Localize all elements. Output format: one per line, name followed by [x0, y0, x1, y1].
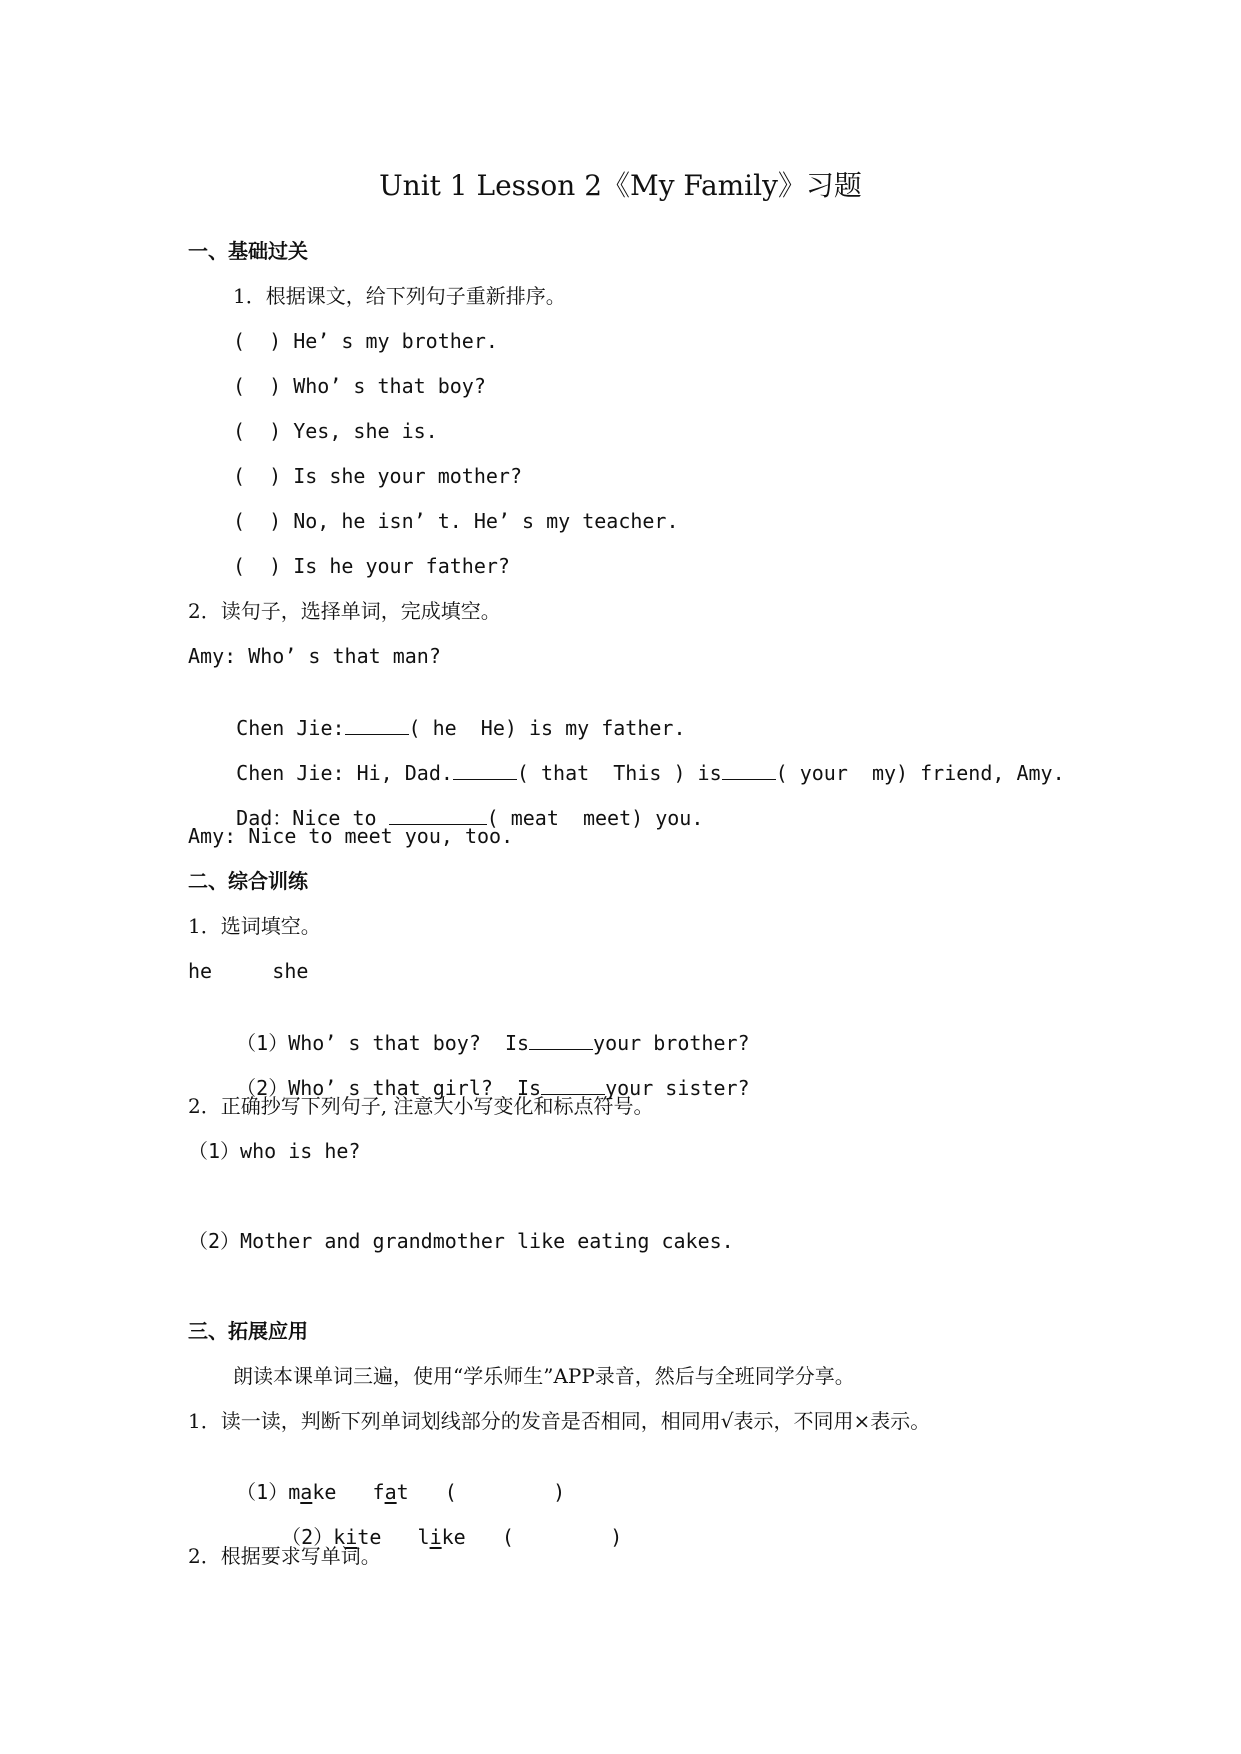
ordering-item: ( ) No, he isn’ t. He’ s my teacher. — [233, 509, 679, 533]
intro-text: 朗读本课单词三遍，使用“学乐师生”APP录音，然后与全班同学分享。 — [233, 1364, 855, 1388]
question-prompt: 2．读句子，选择单词，完成填空。 — [188, 599, 501, 623]
copy-item: （2）Mother and grandmother like eating cakes. — [188, 1229, 734, 1253]
fill-blank[interactable] — [453, 759, 517, 780]
item-number: （2） — [281, 1525, 334, 1549]
dialogue-text: ( he He) is my father. — [408, 716, 686, 740]
word-part: t — [396, 1480, 409, 1504]
word-part: k — [333, 1525, 346, 1549]
underlined-letter: i — [429, 1525, 442, 1549]
fill-blank[interactable] — [389, 804, 487, 825]
fill-item-text: （2）Who’ s that girl? Is — [236, 1076, 542, 1100]
dialogue-text: ( your my) friend, Amy. — [775, 761, 1065, 785]
copy-item: （1）who is he? — [188, 1139, 361, 1163]
dialogue-text: ( meat meet) you. — [486, 806, 704, 830]
fill-item-text: （1）Who’ s that boy? Is — [236, 1031, 530, 1055]
fill-blank[interactable] — [529, 1029, 593, 1050]
fill-blank[interactable] — [345, 714, 409, 735]
word-part: ke — [441, 1525, 466, 1549]
fill-item-text: your sister? — [605, 1076, 750, 1100]
word-part: te — [357, 1525, 382, 1549]
underlined-letter: i — [345, 1525, 358, 1549]
ordering-item: ( ) Is she your mother? — [233, 464, 522, 488]
fill-blank[interactable] — [541, 1074, 605, 1095]
question-prompt: 1．根据课文，给下列句子重新排序。 — [233, 284, 566, 308]
ordering-item: ( ) Yes, she is. — [233, 419, 438, 443]
dialogue-text: Dad：Nice to — [236, 806, 389, 830]
fill-blank[interactable] — [722, 759, 776, 780]
dialogue-line: Amy: Nice to meet you, too. — [188, 824, 514, 848]
question-prompt: 1．选词填空。 — [188, 914, 321, 938]
word-bank: he she — [188, 959, 309, 983]
dialogue-text: Chen Jie: Hi, Dad. — [236, 761, 453, 785]
section-heading-extension: 三、拓展应用 — [188, 1319, 308, 1343]
ordering-item: ( ) Is he your father? — [233, 554, 510, 578]
answer-parentheses[interactable]: ( ) — [501, 1525, 623, 1549]
word-part: m — [288, 1480, 301, 1504]
ordering-item: ( ) He’ s my brother. — [233, 329, 498, 353]
section-heading-practice: 二、综合训练 — [188, 869, 308, 893]
underlined-letter: a — [384, 1480, 397, 1504]
question-prompt: 2．正确抄写下列句子, 注意大小写变化和标点符号。 — [188, 1094, 654, 1118]
word-part: ke — [312, 1480, 337, 1504]
page-title: Unit 1 Lesson 2《My Family》习题 — [379, 169, 862, 202]
ordering-item: ( ) Who’ s that boy? — [233, 374, 486, 398]
dialogue-text: ( that This ) is — [516, 761, 722, 785]
word-part: l — [417, 1525, 430, 1549]
question-prompt: 2．根据要求写单词。 — [188, 1544, 381, 1568]
dialogue-line: Amy: Who’ s that man? — [188, 644, 441, 668]
word-part: f — [372, 1480, 385, 1504]
answer-parentheses[interactable]: ( ) — [444, 1480, 566, 1504]
section-heading-basics: 一、基础过关 — [188, 239, 308, 263]
question-prompt: 1．读一读，判断下列单词划线部分的发音是否相同，相同用√表示，不同用×表示。 — [188, 1409, 931, 1433]
item-number: （1） — [236, 1480, 289, 1504]
underlined-letter: a — [300, 1480, 313, 1504]
dialogue-text: Chen Jie: — [236, 716, 345, 740]
fill-item-text: your brother? — [593, 1031, 750, 1055]
